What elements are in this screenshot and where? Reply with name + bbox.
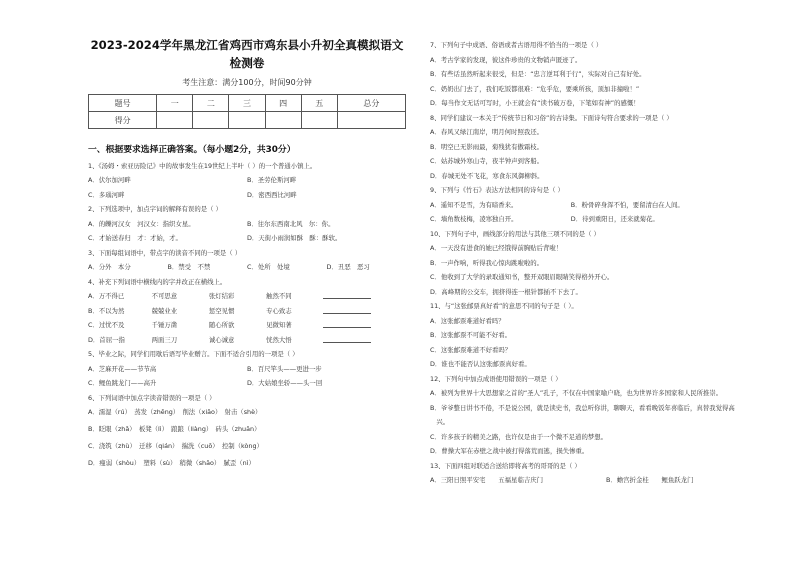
right-column bbox=[430, 41, 782, 484]
option: C．许多孩子的精美之路，也许仅是由于一个微不足道的梦想。 bbox=[430, 432, 608, 441]
word: C．过忧不及 bbox=[88, 321, 125, 329]
option: B．爷爷整日讲书不倦，不是说公园，就是读史书，我总听你讲，聊聊天，看看晚饭年喜临后，真替我觉得高 bbox=[430, 403, 735, 412]
score-header-cell: 二 bbox=[193, 95, 229, 112]
question-10: 10、下列句子中，画线部分的用法与其他三项不同的是（ ） bbox=[430, 229, 600, 238]
score-table bbox=[88, 94, 406, 129]
question-4: 4、补充下列词语中横线内的字并改正在横线上。 bbox=[88, 277, 227, 286]
option: A．伏尔加河畔 bbox=[88, 176, 131, 184]
score-table-score-row bbox=[89, 112, 406, 129]
score-header-cell: 题号 bbox=[89, 95, 157, 112]
score-cell[interactable] bbox=[301, 112, 337, 129]
option-row bbox=[430, 215, 782, 223]
option-row bbox=[88, 220, 406, 228]
score-cell[interactable] bbox=[265, 112, 301, 129]
question-11: 11、与“这张邮票真好看”的意思不同的句子是（ ）。 bbox=[430, 302, 578, 310]
option: C．他收到了大学的录取通知书，整开双眼眉眼睛笑得格外开心。 bbox=[430, 273, 614, 281]
word-row bbox=[88, 336, 406, 344]
score-table-header-row bbox=[89, 95, 406, 112]
left-column bbox=[88, 36, 406, 467]
option: B．明空已无影雨最，菊残犹有傲霜枝。 bbox=[430, 142, 544, 151]
score-header-cell: 总分 bbox=[337, 95, 405, 112]
score-cell[interactable] bbox=[193, 112, 229, 129]
score-cell[interactable] bbox=[337, 112, 405, 129]
option: D．大姑娘坐轿——头一回 bbox=[247, 379, 323, 387]
option: B．禁受 不禁 bbox=[167, 263, 211, 271]
option: C．这张邮票难道不好看吗？ bbox=[430, 345, 512, 354]
option: D．曹操大军在赤壁之战中被打得落荒而逃，损失惨重。 bbox=[430, 447, 589, 455]
word: 诚心诚意 bbox=[208, 335, 235, 344]
option: A．的皪河汉女 河汉女：指织女星。 bbox=[88, 219, 195, 228]
score-header-cell: 三 bbox=[229, 95, 265, 112]
option: D．瘦弱（shòu） 塑料（sù） 稍微（shāo） 腻歪（nì） bbox=[88, 459, 255, 467]
option: D．丑恶 恶习 bbox=[326, 263, 370, 271]
question-7: 7、下列句子中成语、俗语或者古语用得不恰当的一项是（ ） bbox=[430, 41, 603, 49]
option: A．芝麻开花——节节高 bbox=[88, 364, 157, 373]
word-row bbox=[88, 307, 406, 315]
score-cell[interactable] bbox=[229, 112, 265, 129]
exam-notice: 考生注意：满分100分，时间90分钟 bbox=[182, 78, 312, 87]
option: C．奶奶出门去了，我们吃饭都很难：“危乎危，要乘所孩，顶加非撞啦！” bbox=[430, 84, 640, 93]
option: A．分外 本分 bbox=[88, 263, 131, 271]
option: D．谁也不能否认这张邮票真好看。 bbox=[430, 360, 531, 368]
option: D．密西西比河畔 bbox=[247, 190, 297, 199]
option: C．多瑙河畔 bbox=[88, 190, 125, 199]
question-3: 3、下面每组词语中，带点字的读音不同的一项是（ ） bbox=[88, 248, 242, 257]
answer-blank[interactable] bbox=[323, 336, 371, 343]
option: A．考古学家的发现，彼这件珍贵的文物销声匿迹了。 bbox=[430, 55, 582, 64]
option: B．百尺竿头——更进一步 bbox=[247, 364, 322, 373]
option-row bbox=[88, 263, 406, 271]
score-cell[interactable] bbox=[157, 112, 193, 129]
word: 不可思意 bbox=[151, 292, 178, 300]
option-continuation: 兴。 bbox=[430, 418, 450, 426]
option: B．有些话虽然听起来很受，但是：“忠言逆耳利于行”，实际对自己有好处。 bbox=[430, 70, 646, 78]
answer-blank[interactable] bbox=[323, 307, 371, 314]
option: D．春城无处不飞花，寒食东风御柳斜。 bbox=[430, 171, 544, 180]
title-line-2: 检测卷 bbox=[229, 56, 265, 70]
option: D．天街小雨润如酥 酥：酥软。 bbox=[247, 234, 342, 242]
exam-title bbox=[88, 36, 406, 72]
section-heading-1: 一、根据要求选择正确答案。（每小题2分，共30分） bbox=[88, 145, 296, 155]
word: 随心所欲 bbox=[208, 321, 235, 329]
option: B．往尔东西南北风 尔：你。 bbox=[247, 219, 335, 228]
option: C．浇筑（zhù） 迁移（qián） 揣洗（cuō） 控制（kòng） bbox=[88, 442, 263, 450]
word: A．万不得已 bbox=[88, 292, 125, 300]
question-8: 8、同学们建议一本关于“传统节日和习俗”的古诗集。下面诗句符合要求的一项是（ ） bbox=[430, 113, 673, 122]
option: A．濡湿（rú） 蒸发（zhēng） 削法（xiāo） 射击（shè） bbox=[88, 408, 262, 416]
option: B．这张邮票不可能不好看。 bbox=[430, 331, 512, 339]
question-12: 12、下列句中加点成语使用错误的一项是（ ） bbox=[430, 374, 562, 383]
question-2: 2、下列选项中，加点字词的解释有误的是（ ） bbox=[88, 205, 222, 213]
word-row bbox=[88, 292, 406, 300]
title-line-1: 2023-2024学年黑龙江省鸡西市鸡东县小升初全真模拟语文 bbox=[90, 38, 404, 52]
option: D．每当作文无话可写时，小王就会有“读书破万卷，下笔如有神”的感慨！ bbox=[430, 99, 640, 107]
option: A．三阳日照平安宅 五福星临吉庆门 bbox=[430, 476, 544, 484]
option: B．一声作响，听得我心惊肉跳啦啦的。 bbox=[430, 258, 544, 267]
question-9: 9、下列与《竹石》表达方法相同的诗句是（ ） bbox=[430, 186, 564, 194]
option-row bbox=[88, 379, 406, 387]
option: C．鲤鱼跳龙门——高升 bbox=[88, 379, 157, 387]
word: 千锤万凿 bbox=[151, 321, 178, 329]
option: A．遥知不是雪，为有暗香来。 bbox=[430, 200, 518, 209]
word: 张灯结彩 bbox=[208, 292, 235, 300]
score-header-cell: 五 bbox=[301, 95, 337, 112]
option-row bbox=[88, 234, 406, 242]
word: 专心致志 bbox=[266, 306, 292, 315]
question-6: 6、下列词语中加点字读音错误的一项是（ ） bbox=[88, 393, 216, 402]
score-header-cell: 一 bbox=[157, 95, 193, 112]
word: 惩空见惯 bbox=[208, 306, 235, 315]
option: B．粉骨碎身浑不怕，要留清白在人间。 bbox=[570, 200, 684, 209]
option: B．眨眼（zhǎ） 板凳（lì） 踉踉（liàng） 砖头（zhuān） bbox=[88, 425, 261, 433]
word: D．首屈一指 bbox=[88, 335, 125, 344]
option: A．这张邮票难道好看吗？ bbox=[430, 316, 505, 325]
word: 两面三刀 bbox=[151, 335, 178, 344]
word: B．不以为然 bbox=[88, 306, 125, 315]
question-1: 1、《汤姆・索亚历险记》中的故事发生在19世纪上半叶（ ）的一个普通小镇上。 bbox=[88, 161, 317, 170]
word-row bbox=[88, 321, 406, 329]
question-5: 5、毕业之际，同学们用歇后语写毕业赠言。下面不适合引用的一项是（ ） bbox=[88, 350, 299, 358]
option-row bbox=[88, 191, 406, 199]
option: B．蟾宫折金桂 鲤鱼跃龙门 bbox=[606, 476, 694, 484]
option: C．处所 处境 bbox=[247, 263, 290, 271]
question-13: 13、下面四组对联适合送给即将高考的哥哥的是（ ） bbox=[430, 461, 581, 470]
word: 见微知著 bbox=[266, 321, 292, 329]
option: C．墙角数枝梅，凌寒独自开。 bbox=[430, 215, 518, 223]
word: 恍然大悟 bbox=[266, 335, 292, 344]
option: A．春风又绿江南岸，明月何时照我还。 bbox=[430, 128, 544, 136]
option: D．高峰期的公交车，拥挤得连一根针都插不下去了。 bbox=[430, 287, 582, 296]
option: D．待到重阳日，还来就菊花。 bbox=[570, 215, 659, 223]
option: B．圣劳伦斯河畔 bbox=[247, 176, 297, 184]
option-row bbox=[430, 201, 782, 209]
option: A．一天没有进食的她已经饿得前胸贴后背啦！ bbox=[430, 244, 563, 252]
option: C．姑苏城外寒山寺，夜半钟声到客船。 bbox=[430, 157, 544, 165]
score-header-cell: 四 bbox=[265, 95, 301, 112]
option: A．被列为世界十大思想家之首的“圣人”孔子，不仅在中国家喻户晓，也为世界许多国家和人民所推崇。 bbox=[430, 389, 723, 397]
word: 兢兢业业 bbox=[151, 306, 178, 315]
option-row bbox=[88, 365, 406, 373]
option-row bbox=[88, 176, 406, 184]
option: C．才始送春归 才：才始，才。 bbox=[88, 234, 182, 242]
answer-blank[interactable] bbox=[323, 292, 371, 299]
score-row-label: 得分 bbox=[89, 112, 157, 129]
answer-blank[interactable] bbox=[323, 321, 371, 328]
option-row bbox=[430, 476, 782, 484]
word: 触然不同 bbox=[266, 292, 292, 300]
